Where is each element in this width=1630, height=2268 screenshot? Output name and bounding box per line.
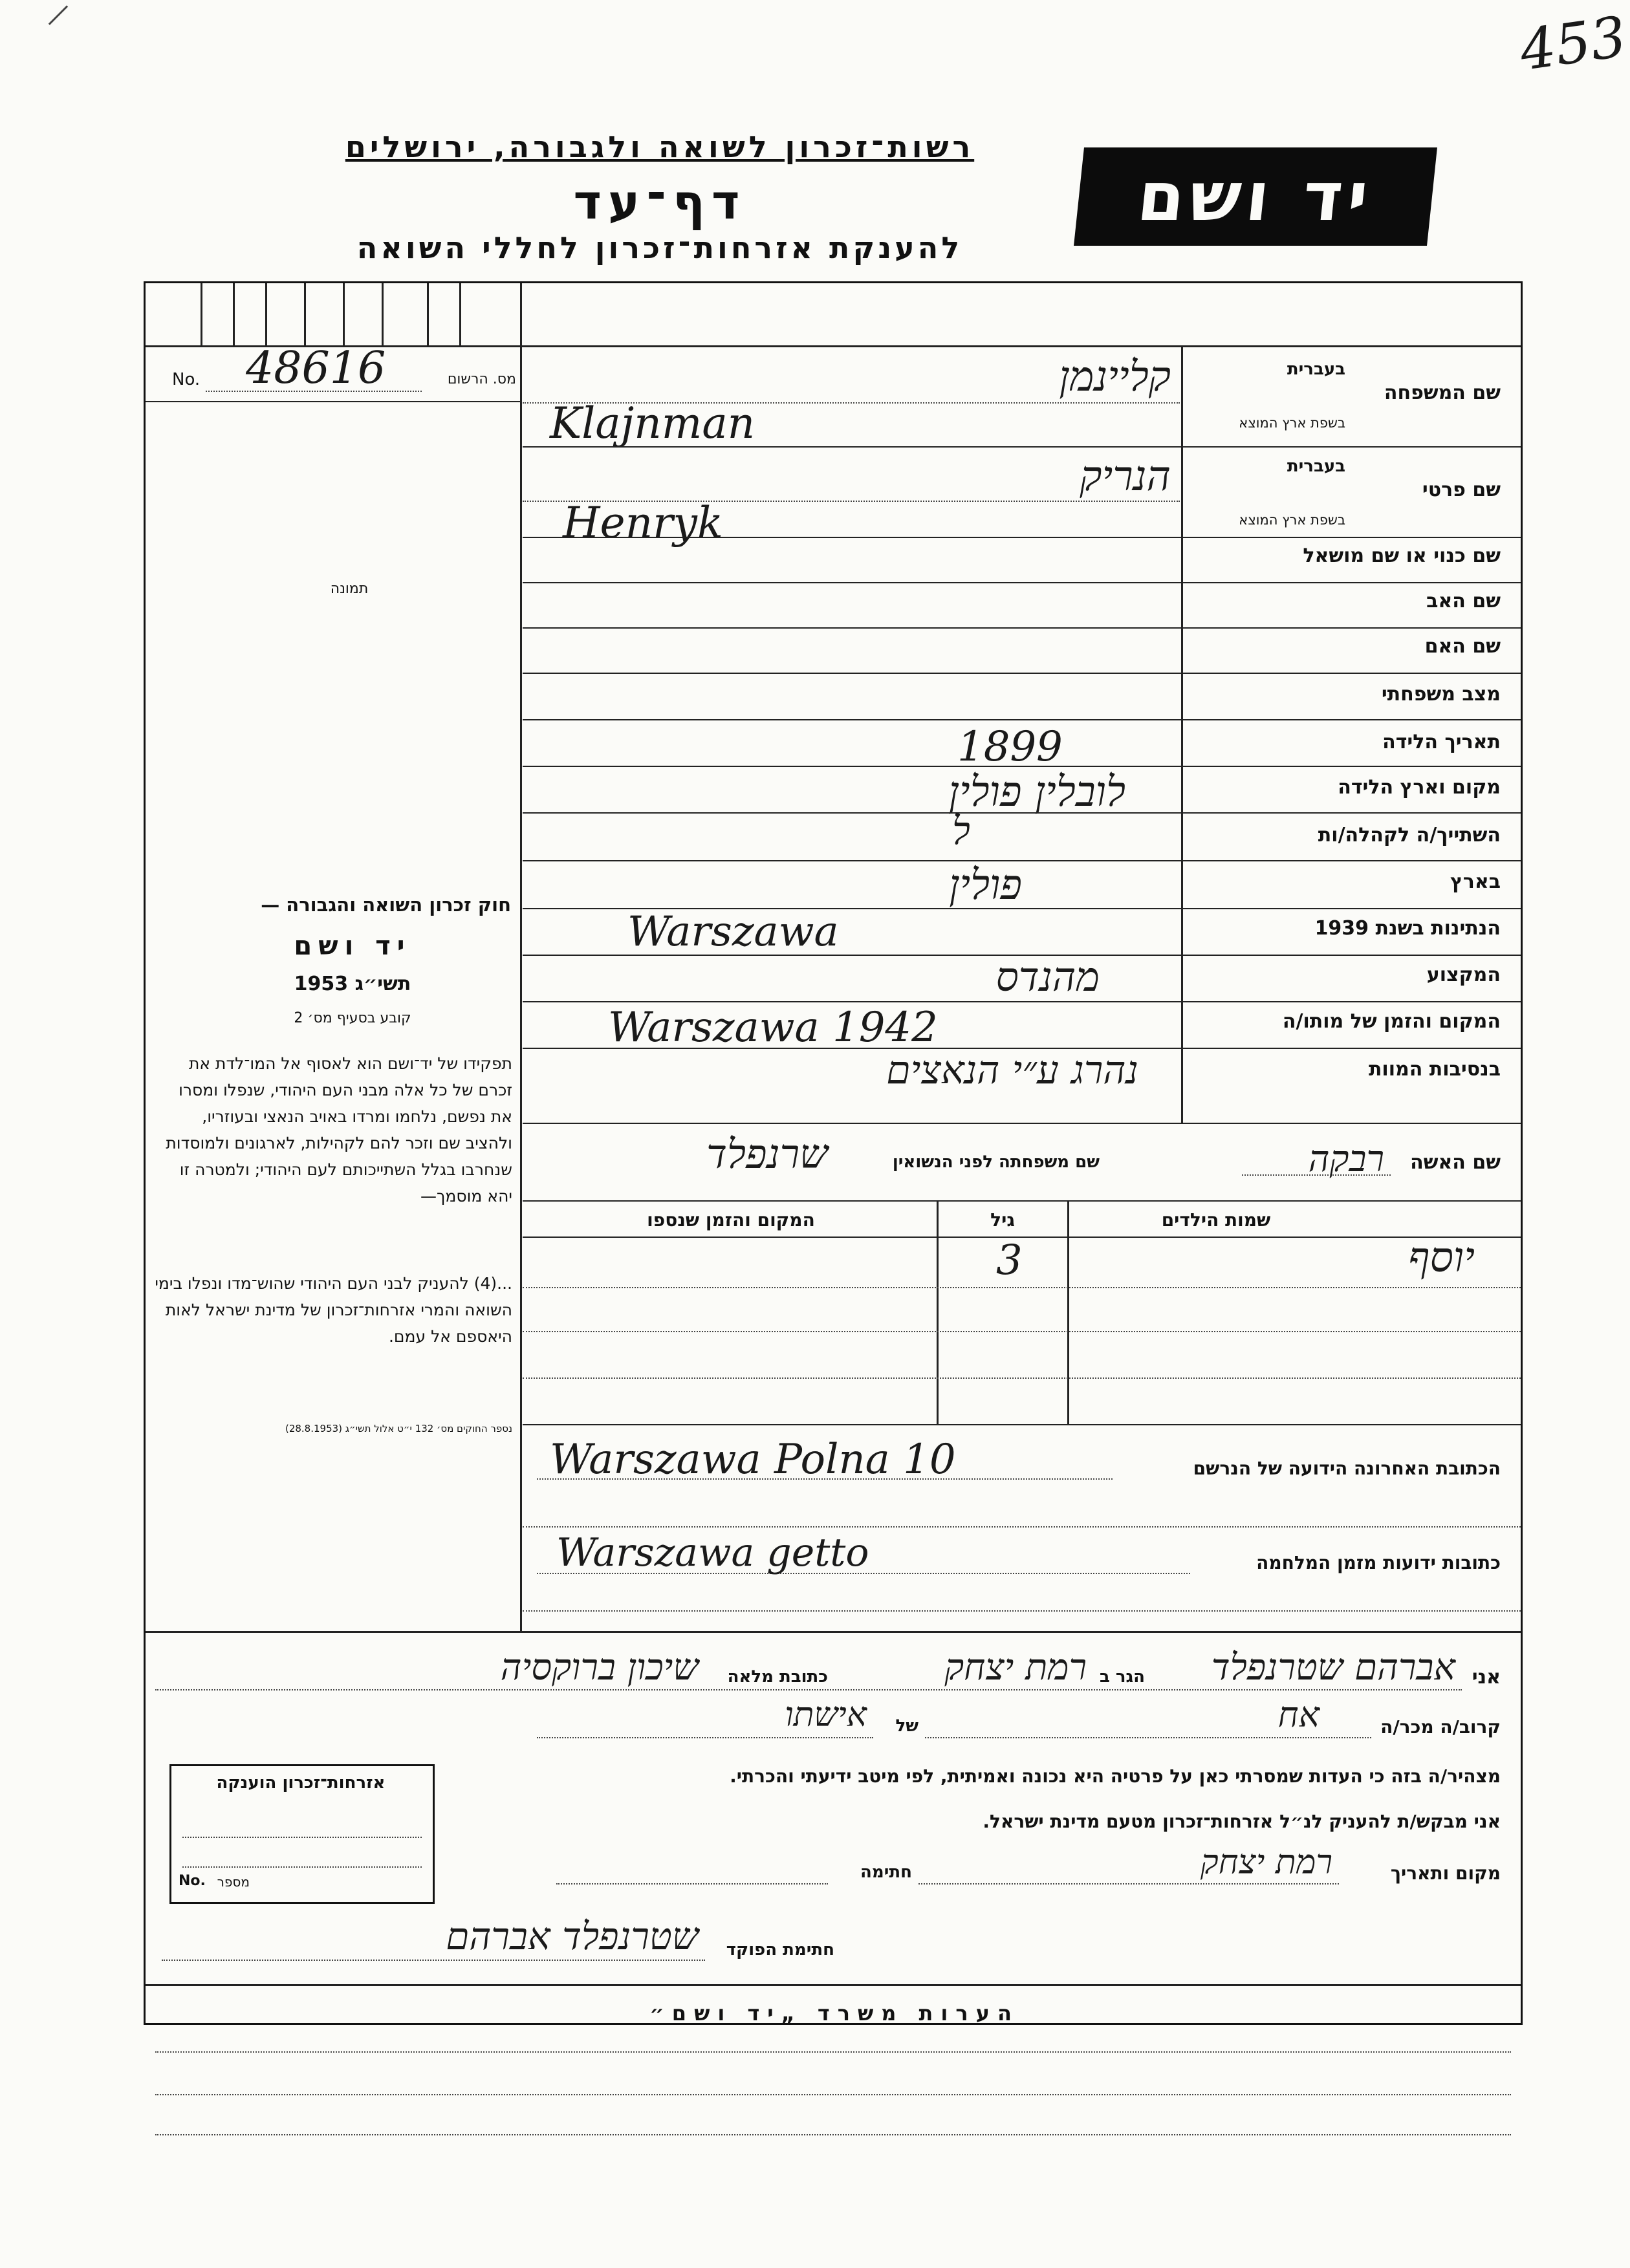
corner-tick [49, 5, 68, 25]
country-label: בארץ [1450, 870, 1501, 893]
children-death-header: המקום והזמן שנספו [647, 1209, 815, 1231]
place-date-label: מקום ותאריך [1390, 1863, 1501, 1884]
profession-label: המקצוע [1426, 964, 1501, 986]
logo-text: יד ושם [1134, 157, 1377, 236]
witness-request: אני מבקש/ת להעניק לנ״ל אזרחות־זכרון מטעם מדינת ישראל. [983, 1811, 1501, 1832]
last-address-value: Warszawa Polna 10 [550, 1436, 956, 1484]
witness-declaration: מצהיר/ה בזה כי העדות שמסרתי כאן על פרטיה היא נכונה ואמיתית, לפי מיטב ידיעתי והכרתי. [730, 1766, 1501, 1787]
wife-value: רבקה [1308, 1138, 1384, 1180]
death-label: המקום והזמן של מותו/ה [1282, 1010, 1501, 1033]
birth-place-value: לובלין פולין [948, 768, 1125, 816]
first-name-native-tag: בשפת ארץ המוצא [1239, 512, 1345, 528]
community-label: השתייך/ה לקהלה/ות [1318, 824, 1501, 847]
photo-label: תמונה [330, 581, 369, 597]
nickname-label: שם כנוי או שם מושאל [1303, 545, 1501, 567]
wife-maiden-value: שרנפלד [706, 1130, 828, 1178]
law-name: יד ושם [294, 931, 411, 961]
witness-of-value: אישתו [785, 1696, 867, 1734]
father-label: שם האב [1426, 590, 1501, 612]
registration-no-label: No. [172, 370, 201, 389]
official-signature-label: חתימת הפוקד [726, 1940, 834, 1960]
registration-number: 48616 [246, 343, 386, 394]
family-name-hebrew-value: קליינמן [1059, 353, 1171, 401]
corner-mark: 453 [1516, 5, 1630, 83]
family-name-native-value: Klajnman [550, 398, 755, 448]
witness-address-label: כתובת מלאה [727, 1667, 828, 1687]
family-name-native-tag: בשפת ארץ המוצא [1239, 415, 1345, 431]
citizenship-box-number-label: מספר [217, 1874, 250, 1890]
birth-place-label: מקום וארץ הלידה [1338, 776, 1501, 799]
citizenship-box-no: No. [179, 1873, 206, 1889]
witness-i-label: אני [1472, 1666, 1501, 1689]
children-age-header: גיל [990, 1209, 1015, 1231]
marital-status-label: מצב משפחתי [1381, 683, 1501, 706]
country-value: פולין [949, 861, 1022, 909]
law-paragraph-1: תפקידו של יד־ושם הוא לאסוף אל המו־לדת את זכרם של כל אלה מבני העם היהודי, שנפלו ומסרו את נפשם, נלחמו ומרדו באויב הנאצי ובעוזריו, ולהציב שם וזכר להם לקהילות, לארגונים ולמוסדות שנחרבו בגלל השתייכותם לעם היהודי; ולמטרה זו יהא מוסמך— [166, 1054, 512, 1205]
child-1-age: 3 [996, 1237, 1023, 1284]
children-names-header: שמות הילדים [1161, 1209, 1271, 1231]
witness-relation: אח [1277, 1694, 1320, 1735]
witness-relation-label: קרוב/ה מכר/ה [1380, 1716, 1501, 1738]
column-divider [520, 283, 522, 1631]
first-name-native-value: Henryk [563, 498, 723, 548]
wife-maiden-label: שם משפחתה לפני הנשואין [892, 1152, 1100, 1172]
signature-label: חתימה [860, 1863, 912, 1882]
death-value: Warszawa 1942 [608, 1004, 938, 1052]
mother-label: שם האם [1424, 635, 1501, 658]
residence-1939-label: הנתינות בשנת 1939 [1314, 917, 1501, 940]
birth-date-label: תאריך הלידה [1382, 731, 1501, 753]
circumstances-value: נהרג ע״י הנאצים [886, 1048, 1138, 1093]
birth-date-value: 1899 [957, 723, 1063, 771]
law-title: חוק זכרון השואה והגבורה — [261, 894, 511, 916]
law-footnote: נספר החוקים מס׳ 132 י״ט אלול תשי״ג (28.8.1953) [285, 1423, 512, 1434]
war-address-label: כתובות ידועות מזמן המלחמה [1256, 1552, 1501, 1573]
witness-address: שיכון ברוקסיה [500, 1647, 699, 1689]
office-notes-title: הערות משרד „יד ושם״ [649, 2001, 1019, 2025]
community-value: ל [951, 808, 970, 854]
wife-label: שם האשה [1410, 1151, 1501, 1174]
official-signature: שטרנפלד אברהם [446, 1914, 699, 1958]
first-name-hebrew-value: הנריק [1080, 453, 1171, 501]
law-clause: קובע בסעיף מס׳ 2 [294, 1010, 411, 1026]
last-address-label: הכתובת האחרונה הידועה של הנרשם [1193, 1458, 1501, 1479]
header-authority: רשות־זכרון לשואה ולגבורה, ירושלים [345, 129, 975, 164]
witness-of-label: של [895, 1716, 918, 1736]
family-name-label: שם המשפחה [1384, 382, 1501, 404]
circumstances-label: בנסיבות המוות [1368, 1058, 1501, 1081]
registration-label: מס. הרשום [447, 371, 516, 387]
family-name-hebrew-tag: בעברית [1287, 360, 1345, 379]
witness-resides-label: הגר ב [1099, 1667, 1145, 1687]
residence-1939-value: Warszawa [627, 908, 839, 956]
profession-value: מהנדס [995, 953, 1100, 1000]
header-subtitle: להענקת אזרחות־זכרון לחללי השואה [356, 230, 963, 265]
citizenship-box-title: אזרחות־זכרון הוענקה [216, 1773, 386, 1793]
war-address-value: Warszawa getto [556, 1530, 869, 1575]
first-name-hebrew-tag: בעברית [1287, 457, 1345, 476]
witness-name: אברהם שטרנפלד [1211, 1647, 1455, 1689]
yad-vashem-logo [1074, 147, 1437, 246]
first-name-label: שם פרטי [1422, 479, 1501, 501]
law-year: תשי״ג 1953 [294, 973, 411, 995]
witness-city: רמת יצחק [944, 1647, 1087, 1689]
place-date-value: רמת יצחק [1200, 1843, 1332, 1882]
child-1-name: יוסף [1408, 1234, 1475, 1282]
law-paragraph-2: ...(4) להעניק לבני העם היהודי שהוש־מדו ונפלו בימי השואה והמרי אזרחות־זכרון של מדינת ישראל לאות היאספם אל עמם. [155, 1274, 512, 1346]
header-title: דף־עד [573, 175, 746, 230]
